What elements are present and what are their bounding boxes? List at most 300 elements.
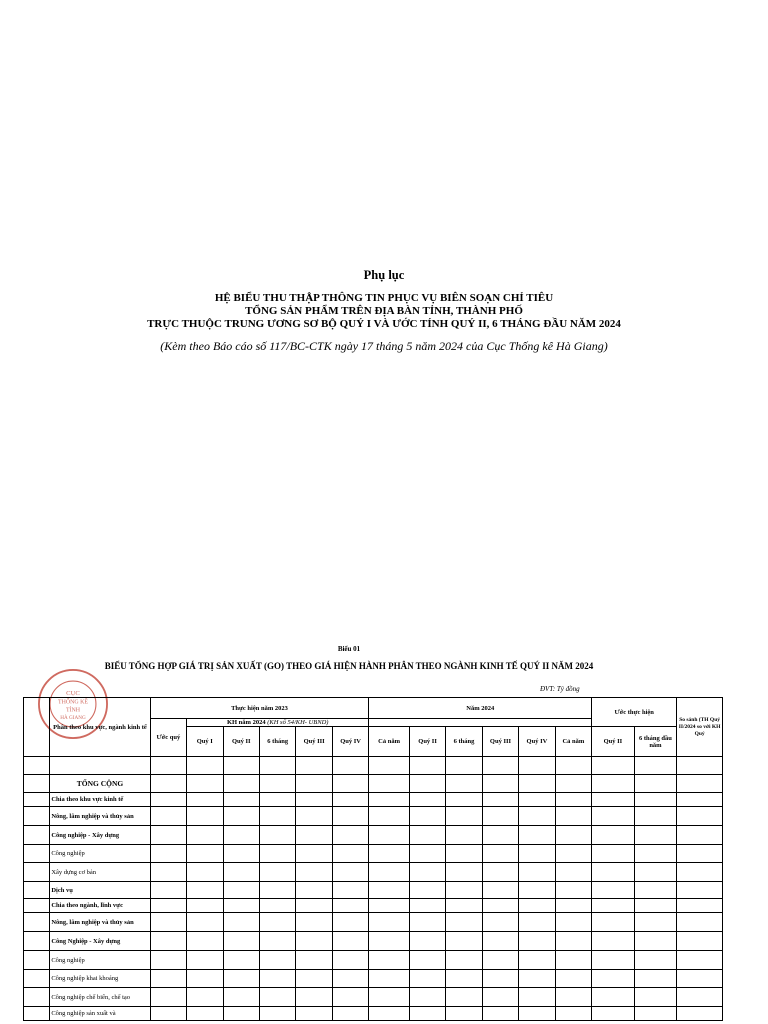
data-cell bbox=[555, 807, 592, 826]
data-cell bbox=[369, 1007, 410, 1021]
data-cell bbox=[24, 988, 50, 1007]
data-cell bbox=[187, 882, 223, 899]
data-cell bbox=[555, 775, 592, 793]
data-cell bbox=[446, 932, 482, 951]
data-cell bbox=[409, 970, 445, 988]
data-cell bbox=[187, 807, 223, 826]
table-number: Biểu 01 bbox=[337, 645, 361, 653]
data-cell bbox=[332, 807, 368, 826]
data-cell bbox=[634, 899, 677, 913]
data-cell bbox=[332, 899, 368, 913]
data-cell bbox=[446, 826, 482, 845]
data-cell bbox=[150, 775, 186, 793]
data-cell bbox=[482, 863, 518, 882]
data-cell bbox=[223, 826, 259, 845]
data-cell bbox=[446, 807, 482, 826]
data-cell bbox=[446, 1007, 482, 1021]
data-cell bbox=[519, 932, 555, 951]
data-cell bbox=[592, 793, 635, 807]
data-cell bbox=[332, 757, 368, 775]
data-cell bbox=[482, 793, 518, 807]
data-cell bbox=[409, 988, 445, 1007]
data-cell bbox=[592, 775, 635, 793]
data-cell bbox=[555, 913, 592, 932]
data-cell bbox=[332, 775, 368, 793]
row-label: Công nghiệp khai khoáng bbox=[50, 970, 150, 988]
data-cell bbox=[187, 793, 223, 807]
data-cell bbox=[259, 845, 295, 863]
data-cell bbox=[187, 826, 223, 845]
data-cell bbox=[223, 988, 259, 1007]
data-cell bbox=[677, 882, 723, 899]
data-cell bbox=[446, 882, 482, 899]
data-cell bbox=[677, 757, 723, 775]
row-label: Nông, lâm nghiệp và thủy sản bbox=[50, 913, 150, 932]
data-cell bbox=[519, 899, 555, 913]
data-cell bbox=[259, 757, 295, 775]
table-row bbox=[24, 1007, 723, 1021]
row-label: Công Nghiệp - Xây dựng bbox=[50, 932, 150, 951]
data-cell bbox=[223, 913, 259, 932]
table-title: BIỂU TỔNG HỢP GIÁ TRỊ SẢN XUẤT (GO) THEO GIÁ HIỆN HÀNH PHÂN THEO NGÀNH KINH TẾ QUÝ II NĂM 2024 bbox=[104, 661, 594, 671]
table-row bbox=[24, 793, 723, 807]
data-cell bbox=[369, 988, 410, 1007]
col-kh-2024 bbox=[187, 719, 369, 727]
data-cell bbox=[634, 1007, 677, 1021]
data-cell bbox=[259, 807, 295, 826]
data-cell bbox=[332, 913, 368, 932]
svg-text:TỈNH: TỈNH bbox=[65, 707, 81, 714]
data-cell bbox=[24, 793, 50, 807]
table-row bbox=[24, 882, 723, 899]
data-cell bbox=[369, 826, 410, 845]
data-cell bbox=[296, 775, 332, 793]
data-cell bbox=[446, 913, 482, 932]
data-cell bbox=[150, 932, 186, 951]
col-category: Phân theo khu vực, ngành kinh tế bbox=[50, 698, 150, 757]
data-cell bbox=[24, 882, 50, 899]
data-cell bbox=[150, 826, 186, 845]
data-cell bbox=[555, 899, 592, 913]
data-cell bbox=[634, 970, 677, 988]
data-cell bbox=[150, 863, 186, 882]
data-cell bbox=[482, 1007, 518, 1021]
data-cell bbox=[223, 1007, 259, 1021]
data-cell bbox=[150, 913, 186, 932]
go-table bbox=[23, 697, 723, 1021]
data-cell bbox=[634, 932, 677, 951]
data-cell bbox=[409, 951, 445, 970]
row-label: Công nghiệp bbox=[50, 845, 150, 863]
data-cell bbox=[555, 845, 592, 863]
col-uoc-q2: Quý II bbox=[592, 727, 635, 757]
data-cell bbox=[187, 757, 223, 775]
table-row bbox=[24, 970, 723, 988]
data-cell bbox=[519, 1007, 555, 1021]
data-cell bbox=[409, 826, 445, 845]
table-row bbox=[24, 863, 723, 882]
data-cell bbox=[634, 863, 677, 882]
data-cell bbox=[634, 951, 677, 970]
data-cell bbox=[296, 826, 332, 845]
data-cell bbox=[482, 913, 518, 932]
data-cell bbox=[187, 913, 223, 932]
col-q3: Quý III bbox=[296, 727, 332, 757]
data-cell bbox=[259, 988, 295, 1007]
data-cell bbox=[592, 988, 635, 1007]
data-cell bbox=[369, 899, 410, 913]
row-label: Công nghiệp chế biến, chế tạo bbox=[50, 988, 150, 1007]
data-cell bbox=[482, 899, 518, 913]
unit-label: ĐVT: Tỷ đồng bbox=[540, 685, 580, 693]
col-uoc-quy: Ước quý bbox=[150, 719, 186, 757]
data-cell bbox=[555, 793, 592, 807]
col-so-sanh: So sánh (TH Quý II/2024 so với KH Quý bbox=[677, 698, 723, 757]
data-cell bbox=[482, 882, 518, 899]
data-cell bbox=[369, 951, 410, 970]
data-cell bbox=[634, 757, 677, 775]
data-cell bbox=[296, 899, 332, 913]
data-cell bbox=[555, 1007, 592, 1021]
data-cell bbox=[409, 882, 445, 899]
data-cell bbox=[150, 882, 186, 899]
data-cell bbox=[332, 951, 368, 970]
data-cell bbox=[150, 757, 186, 775]
data-cell bbox=[150, 899, 186, 913]
data-cell bbox=[677, 988, 723, 1007]
data-cell bbox=[24, 970, 50, 988]
data-cell bbox=[296, 807, 332, 826]
data-cell bbox=[259, 970, 295, 988]
data-cell bbox=[223, 757, 259, 775]
data-cell bbox=[555, 970, 592, 988]
svg-text:CỤC: CỤC bbox=[66, 690, 80, 698]
data-cell bbox=[519, 807, 555, 826]
data-cell bbox=[24, 1007, 50, 1021]
data-cell bbox=[446, 988, 482, 1007]
data-cell bbox=[332, 845, 368, 863]
data-cell bbox=[634, 882, 677, 899]
data-cell bbox=[332, 793, 368, 807]
table-body bbox=[24, 757, 723, 1021]
data-cell bbox=[296, 988, 332, 1007]
data-cell bbox=[519, 951, 555, 970]
data-cell bbox=[259, 882, 295, 899]
data-cell bbox=[150, 845, 186, 863]
data-cell bbox=[519, 863, 555, 882]
data-cell bbox=[409, 845, 445, 863]
data-cell bbox=[446, 863, 482, 882]
data-cell bbox=[446, 757, 482, 775]
data-cell bbox=[24, 807, 50, 826]
col-group-2023: Thực hiện năm 2023 bbox=[150, 698, 369, 719]
data-cell bbox=[677, 807, 723, 826]
row-label: Công nghiệp - Xây dựng bbox=[50, 826, 150, 845]
data-cell bbox=[677, 1007, 723, 1021]
data-cell bbox=[187, 970, 223, 988]
data-cell bbox=[296, 951, 332, 970]
data-cell bbox=[482, 775, 518, 793]
data-cell bbox=[369, 932, 410, 951]
report-header bbox=[0, 268, 768, 353]
table-row bbox=[24, 951, 723, 970]
row-label: Chia theo khu vực kinh tế bbox=[50, 793, 150, 807]
data-cell bbox=[369, 882, 410, 899]
table-row bbox=[24, 988, 723, 1007]
data-cell bbox=[634, 845, 677, 863]
data-cell bbox=[223, 882, 259, 899]
col-kh-q2: Quý II bbox=[409, 727, 445, 757]
data-cell bbox=[519, 775, 555, 793]
data-cell bbox=[259, 1007, 295, 1021]
data-cell bbox=[634, 988, 677, 1007]
data-cell bbox=[677, 775, 723, 793]
data-cell bbox=[296, 757, 332, 775]
data-cell bbox=[555, 988, 592, 1007]
data-cell bbox=[369, 775, 410, 793]
data-cell bbox=[150, 1007, 186, 1021]
data-cell bbox=[409, 863, 445, 882]
data-cell bbox=[150, 988, 186, 1007]
data-cell bbox=[332, 826, 368, 845]
data-cell bbox=[592, 932, 635, 951]
data-cell bbox=[555, 757, 592, 775]
data-cell bbox=[446, 793, 482, 807]
data-cell bbox=[677, 845, 723, 863]
data-cell bbox=[677, 951, 723, 970]
data-cell bbox=[519, 845, 555, 863]
row-label: Dịch vụ bbox=[50, 882, 150, 899]
data-cell bbox=[296, 793, 332, 807]
data-cell bbox=[482, 988, 518, 1007]
data-cell bbox=[296, 863, 332, 882]
data-cell bbox=[24, 826, 50, 845]
table-row bbox=[24, 845, 723, 863]
data-cell bbox=[187, 863, 223, 882]
data-cell bbox=[332, 863, 368, 882]
data-cell bbox=[555, 826, 592, 845]
data-cell bbox=[369, 970, 410, 988]
col-group-2024: Năm 2024 bbox=[369, 698, 592, 719]
data-cell bbox=[369, 807, 410, 826]
data-cell bbox=[223, 863, 259, 882]
row-label: Chia theo ngành, lĩnh vực bbox=[50, 899, 150, 913]
data-cell bbox=[409, 899, 445, 913]
data-cell bbox=[296, 970, 332, 988]
data-cell bbox=[634, 826, 677, 845]
data-cell bbox=[24, 775, 50, 793]
data-cell bbox=[259, 793, 295, 807]
data-cell bbox=[223, 932, 259, 951]
data-cell bbox=[150, 793, 186, 807]
data-cell bbox=[24, 845, 50, 863]
kh-2024-label: KH năm 2024 bbox=[226, 719, 266, 726]
data-cell bbox=[634, 793, 677, 807]
data-cell bbox=[223, 845, 259, 863]
svg-text:THỐNG KÊ: THỐNG KÊ bbox=[57, 699, 89, 706]
data-cell bbox=[24, 913, 50, 932]
data-cell bbox=[369, 757, 410, 775]
data-cell bbox=[677, 863, 723, 882]
col-uoc-thuc-hien: Ước thực hiện bbox=[592, 698, 677, 727]
data-cell bbox=[555, 863, 592, 882]
row-label: Xây dựng cơ bản bbox=[50, 863, 150, 882]
data-cell bbox=[332, 970, 368, 988]
data-cell bbox=[24, 899, 50, 913]
row-label: TỔNG CỘNG bbox=[50, 775, 150, 793]
data-cell bbox=[446, 970, 482, 988]
table-row bbox=[24, 775, 723, 793]
row-label bbox=[50, 757, 150, 775]
data-cell bbox=[482, 807, 518, 826]
row-label: Công nghiệp sản xuất và bbox=[50, 1007, 150, 1021]
table-row bbox=[24, 826, 723, 845]
data-cell bbox=[446, 951, 482, 970]
data-cell bbox=[332, 988, 368, 1007]
data-cell bbox=[409, 1007, 445, 1021]
data-cell bbox=[446, 845, 482, 863]
data-cell bbox=[519, 757, 555, 775]
table-row bbox=[24, 932, 723, 951]
data-cell bbox=[150, 970, 186, 988]
data-cell bbox=[187, 845, 223, 863]
data-cell bbox=[24, 932, 50, 951]
data-cell bbox=[332, 932, 368, 951]
data-cell bbox=[296, 882, 332, 899]
data-cell bbox=[296, 932, 332, 951]
data-cell bbox=[24, 757, 50, 775]
data-cell bbox=[482, 932, 518, 951]
table-row bbox=[24, 757, 723, 775]
table-row bbox=[24, 913, 723, 932]
data-cell bbox=[519, 988, 555, 1007]
row-label: Nông, lâm nghiệp và thủy sản bbox=[50, 807, 150, 826]
data-cell bbox=[223, 951, 259, 970]
data-cell bbox=[223, 807, 259, 826]
data-cell bbox=[519, 913, 555, 932]
data-cell bbox=[446, 775, 482, 793]
kh-note: (KH số 54/KH- UBND) bbox=[267, 719, 329, 726]
data-cell bbox=[187, 775, 223, 793]
data-cell bbox=[259, 932, 295, 951]
data-cell bbox=[332, 882, 368, 899]
table-row bbox=[24, 807, 723, 826]
data-cell bbox=[259, 899, 295, 913]
data-cell bbox=[592, 757, 635, 775]
data-cell bbox=[592, 845, 635, 863]
data-cell bbox=[482, 845, 518, 863]
data-cell bbox=[592, 970, 635, 988]
data-cell bbox=[223, 899, 259, 913]
data-cell bbox=[259, 863, 295, 882]
data-cell bbox=[223, 970, 259, 988]
col-uoc-6m: 6 tháng đầu năm bbox=[634, 727, 677, 757]
data-cell bbox=[677, 793, 723, 807]
data-cell bbox=[519, 970, 555, 988]
col-q1: Quý I bbox=[187, 727, 223, 757]
data-cell bbox=[634, 913, 677, 932]
data-cell bbox=[369, 913, 410, 932]
header-subtitle: (Kèm theo Báo cáo số 117/BC-CTK ngày 17 tháng 5 năm 2024 của Cục Thống kê Hà Giang) bbox=[160, 339, 608, 353]
data-cell bbox=[187, 1007, 223, 1021]
data-cell bbox=[409, 757, 445, 775]
col-kh-year: Cả năm bbox=[555, 727, 592, 757]
col-q2: Quý II bbox=[223, 727, 259, 757]
data-cell bbox=[555, 882, 592, 899]
data-cell bbox=[223, 775, 259, 793]
data-cell bbox=[409, 793, 445, 807]
data-cell bbox=[409, 913, 445, 932]
data-cell bbox=[482, 951, 518, 970]
data-cell bbox=[677, 932, 723, 951]
data-cell bbox=[223, 793, 259, 807]
data-cell bbox=[187, 951, 223, 970]
col-q4: Quý IV bbox=[332, 727, 368, 757]
data-cell bbox=[187, 899, 223, 913]
data-cell bbox=[677, 970, 723, 988]
header-blank-cell bbox=[24, 698, 50, 757]
row-label: Công nghiệp bbox=[50, 951, 150, 970]
data-cell bbox=[519, 793, 555, 807]
header-line-3: TRỰC THUỘC TRUNG ƯƠNG SƠ BỘ QUÝ I VÀ ƯỚC TÍNH QUÝ II, 6 THÁNG ĐẦU NĂM 2024 bbox=[147, 318, 621, 330]
data-cell bbox=[555, 951, 592, 970]
data-cell bbox=[592, 807, 635, 826]
data-cell bbox=[369, 793, 410, 807]
table-row bbox=[24, 899, 723, 913]
col-6m: 6 tháng bbox=[259, 727, 295, 757]
data-cell bbox=[677, 826, 723, 845]
data-cell bbox=[592, 913, 635, 932]
appendix-title: Phụ lục bbox=[363, 268, 405, 282]
data-cell bbox=[296, 845, 332, 863]
data-cell bbox=[592, 899, 635, 913]
data-cell bbox=[187, 988, 223, 1007]
data-cell bbox=[634, 775, 677, 793]
data-cell bbox=[677, 913, 723, 932]
data-cell bbox=[150, 807, 186, 826]
col-kh-q4: Quý IV bbox=[519, 727, 555, 757]
svg-text:HÀ GIANG: HÀ GIANG bbox=[60, 714, 86, 721]
data-cell bbox=[369, 845, 410, 863]
data-cell bbox=[634, 807, 677, 826]
data-cell bbox=[409, 775, 445, 793]
col-kh-6m: 6 tháng bbox=[446, 727, 482, 757]
data-cell bbox=[677, 899, 723, 913]
data-cell bbox=[24, 863, 50, 882]
data-cell bbox=[409, 807, 445, 826]
col-kh-q3: Quý III bbox=[482, 727, 518, 757]
data-cell bbox=[259, 775, 295, 793]
data-cell bbox=[519, 882, 555, 899]
data-cell bbox=[482, 757, 518, 775]
data-cell bbox=[187, 932, 223, 951]
data-cell bbox=[519, 826, 555, 845]
data-cell bbox=[369, 863, 410, 882]
data-cell bbox=[592, 951, 635, 970]
col-year: Cả năm bbox=[369, 727, 410, 757]
data-cell bbox=[150, 951, 186, 970]
data-cell bbox=[482, 826, 518, 845]
data-cell bbox=[259, 951, 295, 970]
data-cell bbox=[482, 970, 518, 988]
header-line-1: HỆ BIỂU THU THẬP THÔNG TIN PHỤC VỤ BIÊN SOẠN CHỈ TIÊU bbox=[214, 292, 554, 304]
data-cell bbox=[259, 826, 295, 845]
data-cell bbox=[446, 899, 482, 913]
data-cell bbox=[332, 1007, 368, 1021]
data-cell bbox=[592, 1007, 635, 1021]
data-cell bbox=[296, 913, 332, 932]
data-cell bbox=[555, 932, 592, 951]
